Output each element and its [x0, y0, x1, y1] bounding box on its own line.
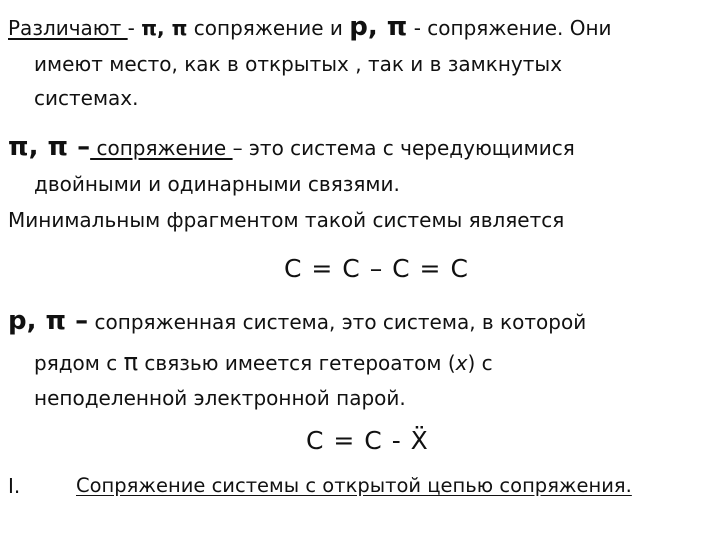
paragraph-4-line-2	[34, 348, 493, 376]
word-razlichayut: Различают	[8, 16, 128, 40]
paragraph-3-line-1: Минимальным фрагментом такой системы является	[8, 208, 565, 232]
paragraph-1-line-1	[8, 12, 612, 42]
paragraph-4-line-3: неподеленной электронной парой.	[34, 386, 406, 410]
text-segment: рядом с	[34, 351, 124, 375]
text-segment: связью имеется гетероатом (	[138, 351, 456, 375]
p-pi-term-heading: р, π –	[8, 306, 89, 336]
paragraph-1-line-3: системах.	[34, 86, 139, 110]
definition-text: – это система с чередующимися	[232, 136, 575, 160]
pi-pi-term: π, π	[141, 16, 188, 40]
text-segment: сопряжение и	[187, 16, 350, 40]
formula-c-c-x: С = С - Ẍ	[306, 426, 429, 455]
pi-pi-term-heading: π, π –	[8, 132, 91, 162]
p-pi-term: р, π	[349, 12, 408, 42]
list-item-open-chain: Сопряжение системы с открытой цепью сопряжения.	[76, 474, 632, 497]
x-symbol: х	[455, 351, 468, 375]
text-segment: - сопряжение. Они	[407, 16, 612, 40]
paragraph-2-line-1	[8, 132, 575, 162]
dash: -	[127, 16, 142, 40]
paragraph-1-line-2: имеют место, как в открытых , так и в замкнутых	[34, 52, 563, 76]
formula-c-c-c-c: С = С – С = С	[284, 254, 469, 283]
list-marker: I.	[8, 474, 21, 498]
word-sopryazhenie: сопряжение	[90, 136, 233, 160]
paragraph-2-line-2: двойными и одинарными связями.	[34, 172, 400, 196]
pi-symbol: π	[123, 348, 139, 376]
text-segment: ) с	[467, 351, 493, 375]
definition-text: сопряженная система, это система, в которой	[88, 310, 587, 334]
paragraph-4-line-1	[8, 306, 586, 336]
